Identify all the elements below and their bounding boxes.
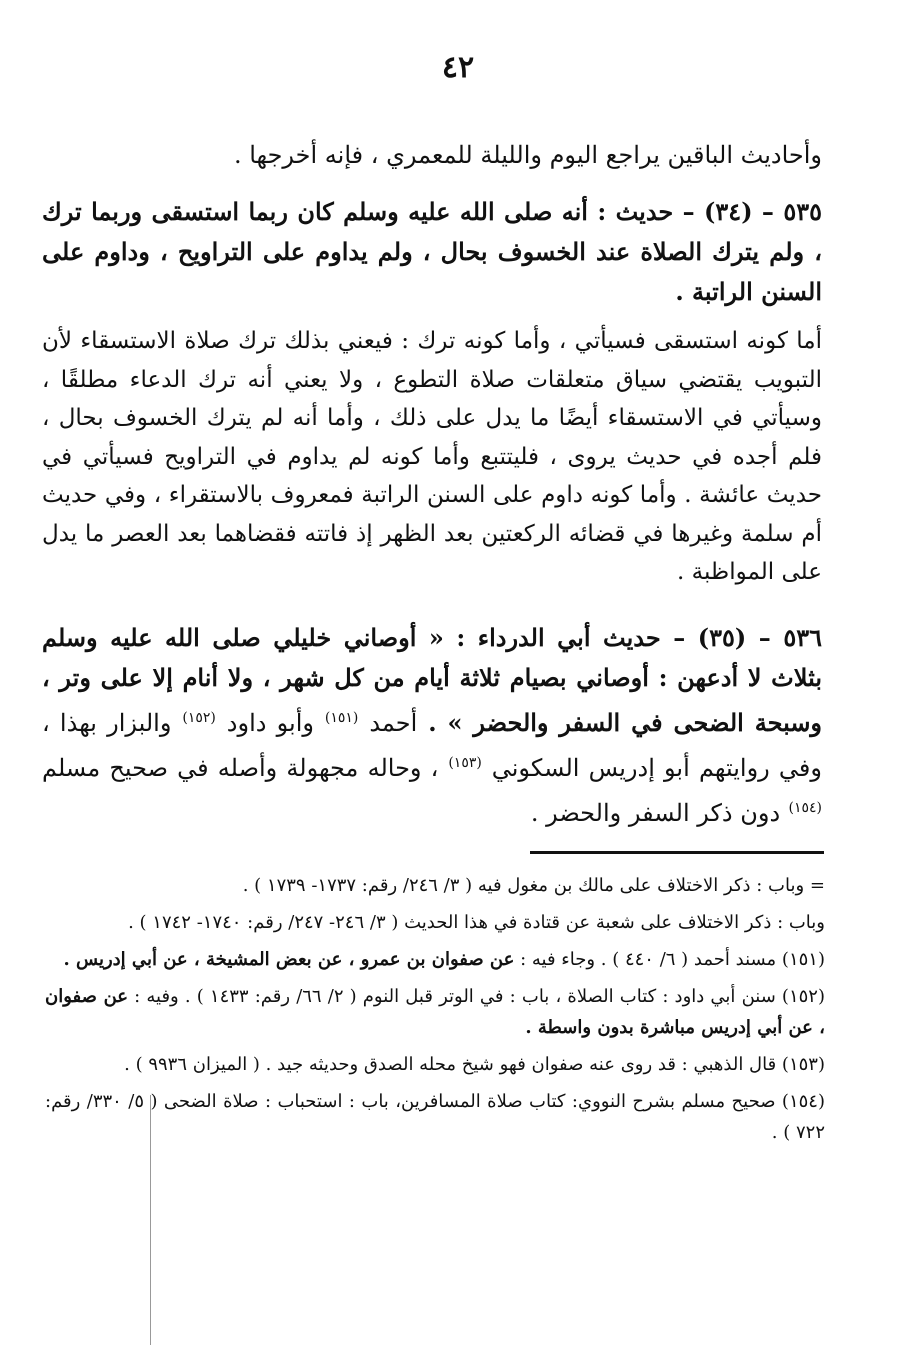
- intro-paragraph: وأحاديث الباقين يراجع اليوم والليلة للمعمري ، فإنه أخرجها .: [233, 141, 822, 169]
- footnote-divider: [530, 851, 824, 854]
- page-number: ٤٢: [441, 50, 475, 85]
- footnote-154: (١٥٤) صحيح مسلم بشرح النووي: كتاب صلاة المسافرين، باب : استحباب : صلاة الضحى ( ٥/ ٣٣٠/ رقم: ٧٢٢ ) .: [45, 1091, 825, 1143]
- hadith-536-text: ٥٣٦ – (٣٥) – حديث أبي الدرداء : « أوصاني خليلي صلى الله عليه وسلم بثلاث لا أدعهن : أوصاني بصيام ثلاثة أيام من كل شهر ، ولا أنام إلا على وتر ، وسبحة الضحى في السفر والحضر » .: [42, 623, 823, 737]
- footnote-151: [45, 944, 825, 975]
- source-note: ، وحاله مجهولة وأصله في صحيح مسلم: [42, 754, 439, 782]
- source-ahmad: أحمد: [369, 709, 418, 737]
- footnote-ref-153: (١٥٣): [448, 755, 482, 771]
- footnote-ref-154: (١٥٤): [788, 800, 822, 816]
- footnote-153: (١٥٣) قال الذهبي : قد روى عنه صفوان فهو شيخ محله الصدق وحديثه جيد . ( الميزان ٩٩٣٦ ) .: [124, 1054, 825, 1075]
- footnote-151-source: (١٥١) مسند أحمد ( ٦/ ٤٤٠ ) . وجاء فيه :: [520, 949, 825, 970]
- footnote-continuation-2: وباب : ذكر الاختلاف على شعبة عن قتادة في هذا الحديث ( ٣/ ٢٤٦- ٢٤٧/ رقم: ١٧٤٠- ١٧٤٢ ) .: [128, 912, 825, 933]
- scan-margin-line: [150, 1095, 151, 1345]
- footnote-152: [45, 981, 825, 1043]
- hadith-535: ٥٣٥ – (٣٤) – حديث : أنه صلى الله عليه وسلم كان ربما استسقى وربما ترك ، ولم يترك الصلاة عند الخسوف بحال ، ولم يداوم على التراويح ، وداوم على السنن الراتبة .: [42, 197, 822, 306]
- source-note-end: دون ذكر السفر والحضر .: [530, 799, 781, 827]
- footnote-ref-151: (١٥١): [324, 710, 359, 726]
- footnotes-section: [45, 870, 825, 1154]
- footnote-152-chain: عن صفوان ، عن أبي إدريس مباشرة بدون واسطة .: [45, 986, 825, 1038]
- commentary-paragraph: أما كونه استسقى فسيأتي ، وأما كونه ترك : فيعني بذلك ترك صلاة الاستسقاء لأن التبويب يقتضي سياق متعلقات صلاة التطوع ، ولا يعني أنه ترك الدعاء مطلقًا ، وسيأتي في الاستسقاء أيضًا ما يدل على ذلك ، وأما أنه لم يترك الخسوف بحال ، فلم أجده في حديث يروى ، فليتتبع وأما كونه لم يداوم في التراويح فسيأتي في حديث عائشة . وأما كونه داوم على السنن الراتبة فمعروف بالاستقراء ، وفي حديث أم سلمة وغيرها في قضائه الركعتين بعد الظهر إذ فاتته فقضاهما بعد العصر ما يدل على المواظبة .: [42, 328, 822, 585]
- hadith-536: [42, 618, 822, 833]
- source-abu-dawud: وأبو داود: [226, 709, 314, 737]
- footnote-continuation-1: = وباب : ذكر الاختلاف على مالك بن مغول فيه ( ٣/ ٢٤٦/ رقم: ١٧٣٧- ١٧٣٩ ) .: [242, 875, 825, 896]
- footnote-152-source: (١٥٢) سنن أبي داود : كتاب الصلاة ، باب : في الوتر قبل النوم ( ٢/ ٦٦/ رقم: ١٤٣٣ ) . وفيه :: [134, 986, 825, 1007]
- footnote-151-chain: عن صفوان بن عمرو ، عن بعض المشيخة ، عن أبي إدريس .: [63, 949, 515, 970]
- footnote-ref-152: (١٥٢): [182, 710, 216, 726]
- source-bazzar: والبزار بهذا ، وفي روايتهم أبو إدريس السكوني: [42, 709, 822, 782]
